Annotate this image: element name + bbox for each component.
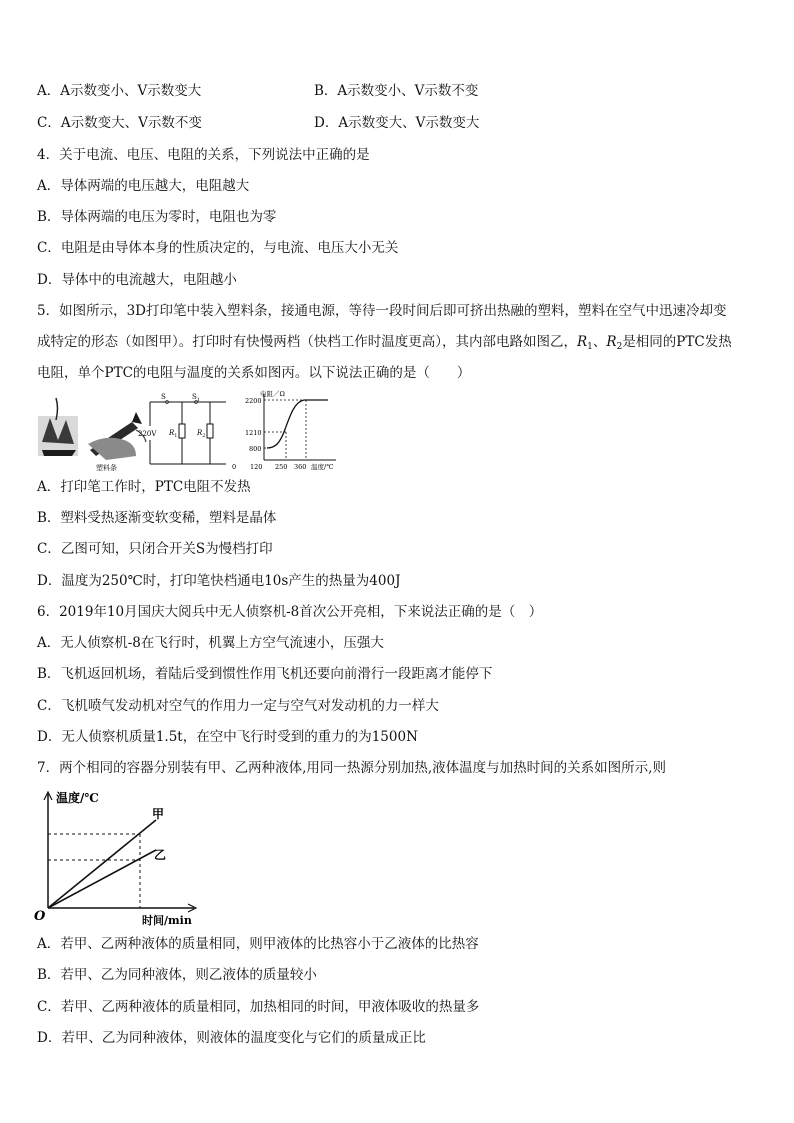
q7-option-b: B．若甲、乙为同种液体，则乙液体的质量较小 <box>37 967 317 983</box>
q7-graph <box>34 786 204 926</box>
q7-stem: 7．两个相同的容器分别装有甲、乙两种液体,用同一热源分别加热,液体温度与加热时间的关系如图所示,则 <box>37 760 666 776</box>
q5-option-a: A．打印笔工作时，PTC电阻不发热 <box>37 479 251 495</box>
q5-stem-line2-b: 是相同的PTC发热 <box>622 334 732 350</box>
circuit-diagram <box>150 401 226 464</box>
switch-s1-letter: S <box>192 393 197 401</box>
voltage-label: 220V <box>138 430 157 438</box>
q5-option-b: B．塑料受热逐渐变软变稀，塑料是晶体 <box>37 510 277 526</box>
q7-xlabel: 时间/min <box>142 914 192 926</box>
q6-option-d: D．无人侦察机质量1.5t，在空中飞行时受到的重力的为1500N <box>37 729 418 745</box>
y-tick-800: 800 <box>249 445 262 453</box>
q6-option-a: A．无人侦察机-8在飞行时，机翼上方空气流速小，压强大 <box>37 635 384 651</box>
q5-stem-line3: 电阻，单个PTC的电阻与温度的关系如图丙。以下说法正确的是（ ） <box>37 365 471 381</box>
q5-option-d: D．温度为250℃时，打印笔快档通电10s产生的热量为400J <box>37 573 401 589</box>
pen-label: 塑料条 <box>96 464 117 472</box>
q4-stem: 4．关于电流、电压、电阻的关系，下列说法中正确的是 <box>37 147 370 163</box>
q7-option-a: A．若甲、乙两种液体的质量相同，则甲液体的比热容小于乙液体的比热容 <box>37 936 479 952</box>
q3-option-b: B．A示数变小、V示数不变 <box>314 83 479 99</box>
q5-r1-sub: 1 <box>587 342 593 352</box>
r1-letter: R <box>169 429 175 437</box>
y-tick-2200: 2200 <box>245 397 262 405</box>
q5-stem-line2-a: 成特定的形态（如图甲）。打印时有快慢两档（快档工作时温度更高），其内部电路如图乙， <box>37 334 577 350</box>
q3-option-d: D．A示数变大、V示数变大 <box>314 115 480 131</box>
switch-s-label: S <box>161 393 166 401</box>
q7-option-c: C．若甲、乙两种液体的质量相同，加热相同的时间，甲液体吸收的热量多 <box>37 999 480 1015</box>
q5-stem-line2 <box>37 332 732 357</box>
graph-ylabel: 电阻／Ω <box>260 390 285 398</box>
q6-option-c: C．飞机喷气发动机对空气的作用力一定与空气对发动机的力一样大 <box>37 698 439 714</box>
q3-option-c: C．A示数变大、V示数不变 <box>37 115 202 131</box>
q7-label-jia: 甲 <box>152 807 165 821</box>
switch-s1-sub: 1 <box>196 397 200 403</box>
q7-origin: O <box>34 909 46 924</box>
ptc-graph <box>264 394 336 460</box>
q5-sep: 、 <box>592 334 607 350</box>
q5-option-c: C．乙图可知，只闭合开关S为慢档打印 <box>37 541 273 557</box>
r2-sub: 2 <box>202 433 206 439</box>
q4-option-b: B．导体两端的电压为零时，电阻也为零 <box>37 209 277 225</box>
q4-option-c: C．电阻是由导体本身的性质决定的，与电流、电压大小无关 <box>37 240 399 256</box>
x-tick-120: 120 <box>250 463 263 471</box>
q5-r2-symbol: R <box>606 334 617 350</box>
r1-sub: 1 <box>174 433 178 439</box>
q5-stem-line1: 5．如图所示，3D打印笔中装入塑料条，接通电源，等待一段时间后即可挤出热融的塑料，塑料在空气中迅速冷却变 <box>37 303 727 319</box>
q7-ylabel: 温度/℃ <box>56 791 99 805</box>
q5-r2-sub: 2 <box>616 342 623 352</box>
q5-r1-symbol: R <box>577 334 588 350</box>
r2-letter: R <box>197 429 203 437</box>
q6-stem: 6．2019年10月国庆大阅兵中无人侦察机-8首次公开亮相，下来说法正确的是（ ） <box>37 604 543 620</box>
q7-label-yi: 乙 <box>154 848 167 862</box>
q4-option-d: D．导体中的电流越大，电阻越小 <box>37 272 237 288</box>
r1-label <box>168 429 177 439</box>
pen-illustration <box>38 398 146 460</box>
q6-option-b: B．飞机返回机场，着陆后受到惯性作用飞机还要向前滑行一段距离才能停下 <box>37 666 493 682</box>
q5-figure <box>36 390 356 472</box>
q3-option-a: A．A示数变小、V示数变大 <box>37 83 202 99</box>
q4-option-a: A．导体两端的电压越大，电阻越大 <box>37 178 250 194</box>
x-tick-0: 0 <box>232 463 237 471</box>
r2-label <box>196 429 205 439</box>
q7-option-d: D．若甲、乙为同种液体，则液体的温度变化与它们的质量成正比 <box>37 1030 426 1046</box>
x-tick-360: 360 <box>294 463 307 471</box>
y-tick-1210: 1210 <box>245 429 262 437</box>
x-tick-250: 250 <box>275 463 288 471</box>
graph-xlabel: 温度/℃ <box>311 463 334 471</box>
